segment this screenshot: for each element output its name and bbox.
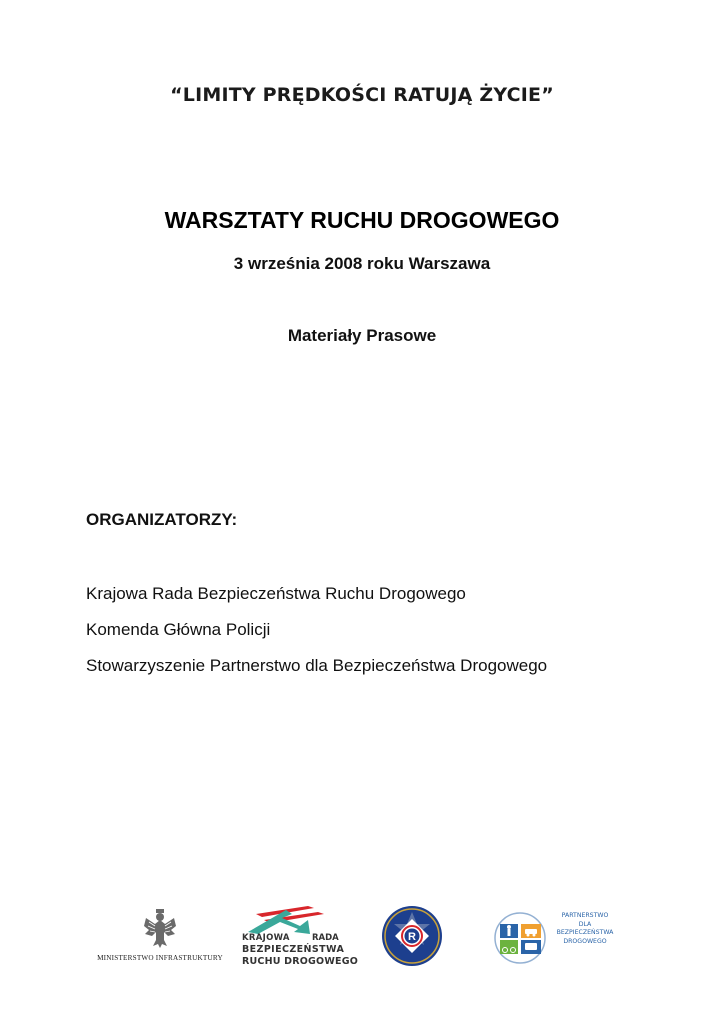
partnerstwo-line3: BEZPIECZEŃSTWA [556,929,614,936]
partnerstwo-line4: DROGOWEGO [563,937,607,945]
eagle-emblem-icon [143,908,177,950]
ministerstwo-logo [92,908,228,970]
organizers-list [86,584,547,692]
document-title: WARSZTATY RUCHU DROGOWEGO [164,207,560,233]
police-badge-icon [380,904,444,968]
road-arrow-icon [238,902,348,934]
document-subtitle: Materiały Prasowe [287,326,437,345]
partnerstwo-line1: PARTNERSTWO [561,912,609,919]
krbrd-line1b: RADA [312,933,339,943]
organizer-item: Komenda Główna Policji [86,620,271,639]
logos-strip [0,900,724,980]
event-date: 3 września 2008 roku Warszawa [233,254,491,273]
partnerstwo-logo [494,910,624,966]
organizer-item: Stowarzyszenie Partnerstwo dla Bezpieczeństwa Drogowego [86,656,548,675]
organizer-item: Krajowa Rada Bezpieczeństwa Ruchu Drogowego [86,584,466,603]
motto-heading: “LIMITY PRĘDKOŚCI RATUJĄ ŻYCIE” [170,84,554,106]
krbrd-line2: BEZPIECZEŃSTWA [242,944,345,955]
ministerstwo-caption: MINISTERSTWO INFRASTRUKTURY [97,954,223,962]
policja-logo [380,904,444,968]
partnerstwo-line2: DLA [578,920,592,928]
partnership-pictogram-icon [494,910,550,966]
partnerstwo-text [550,912,620,946]
organizers-heading: ORGANIZATORZY: [86,510,238,529]
policja-letter: R [408,931,416,943]
krbrd-logo [238,902,358,972]
krbrd-line3: RUCHU DROGOWEGO [242,956,358,967]
krbrd-line1a: KRAJOWA [242,933,290,943]
